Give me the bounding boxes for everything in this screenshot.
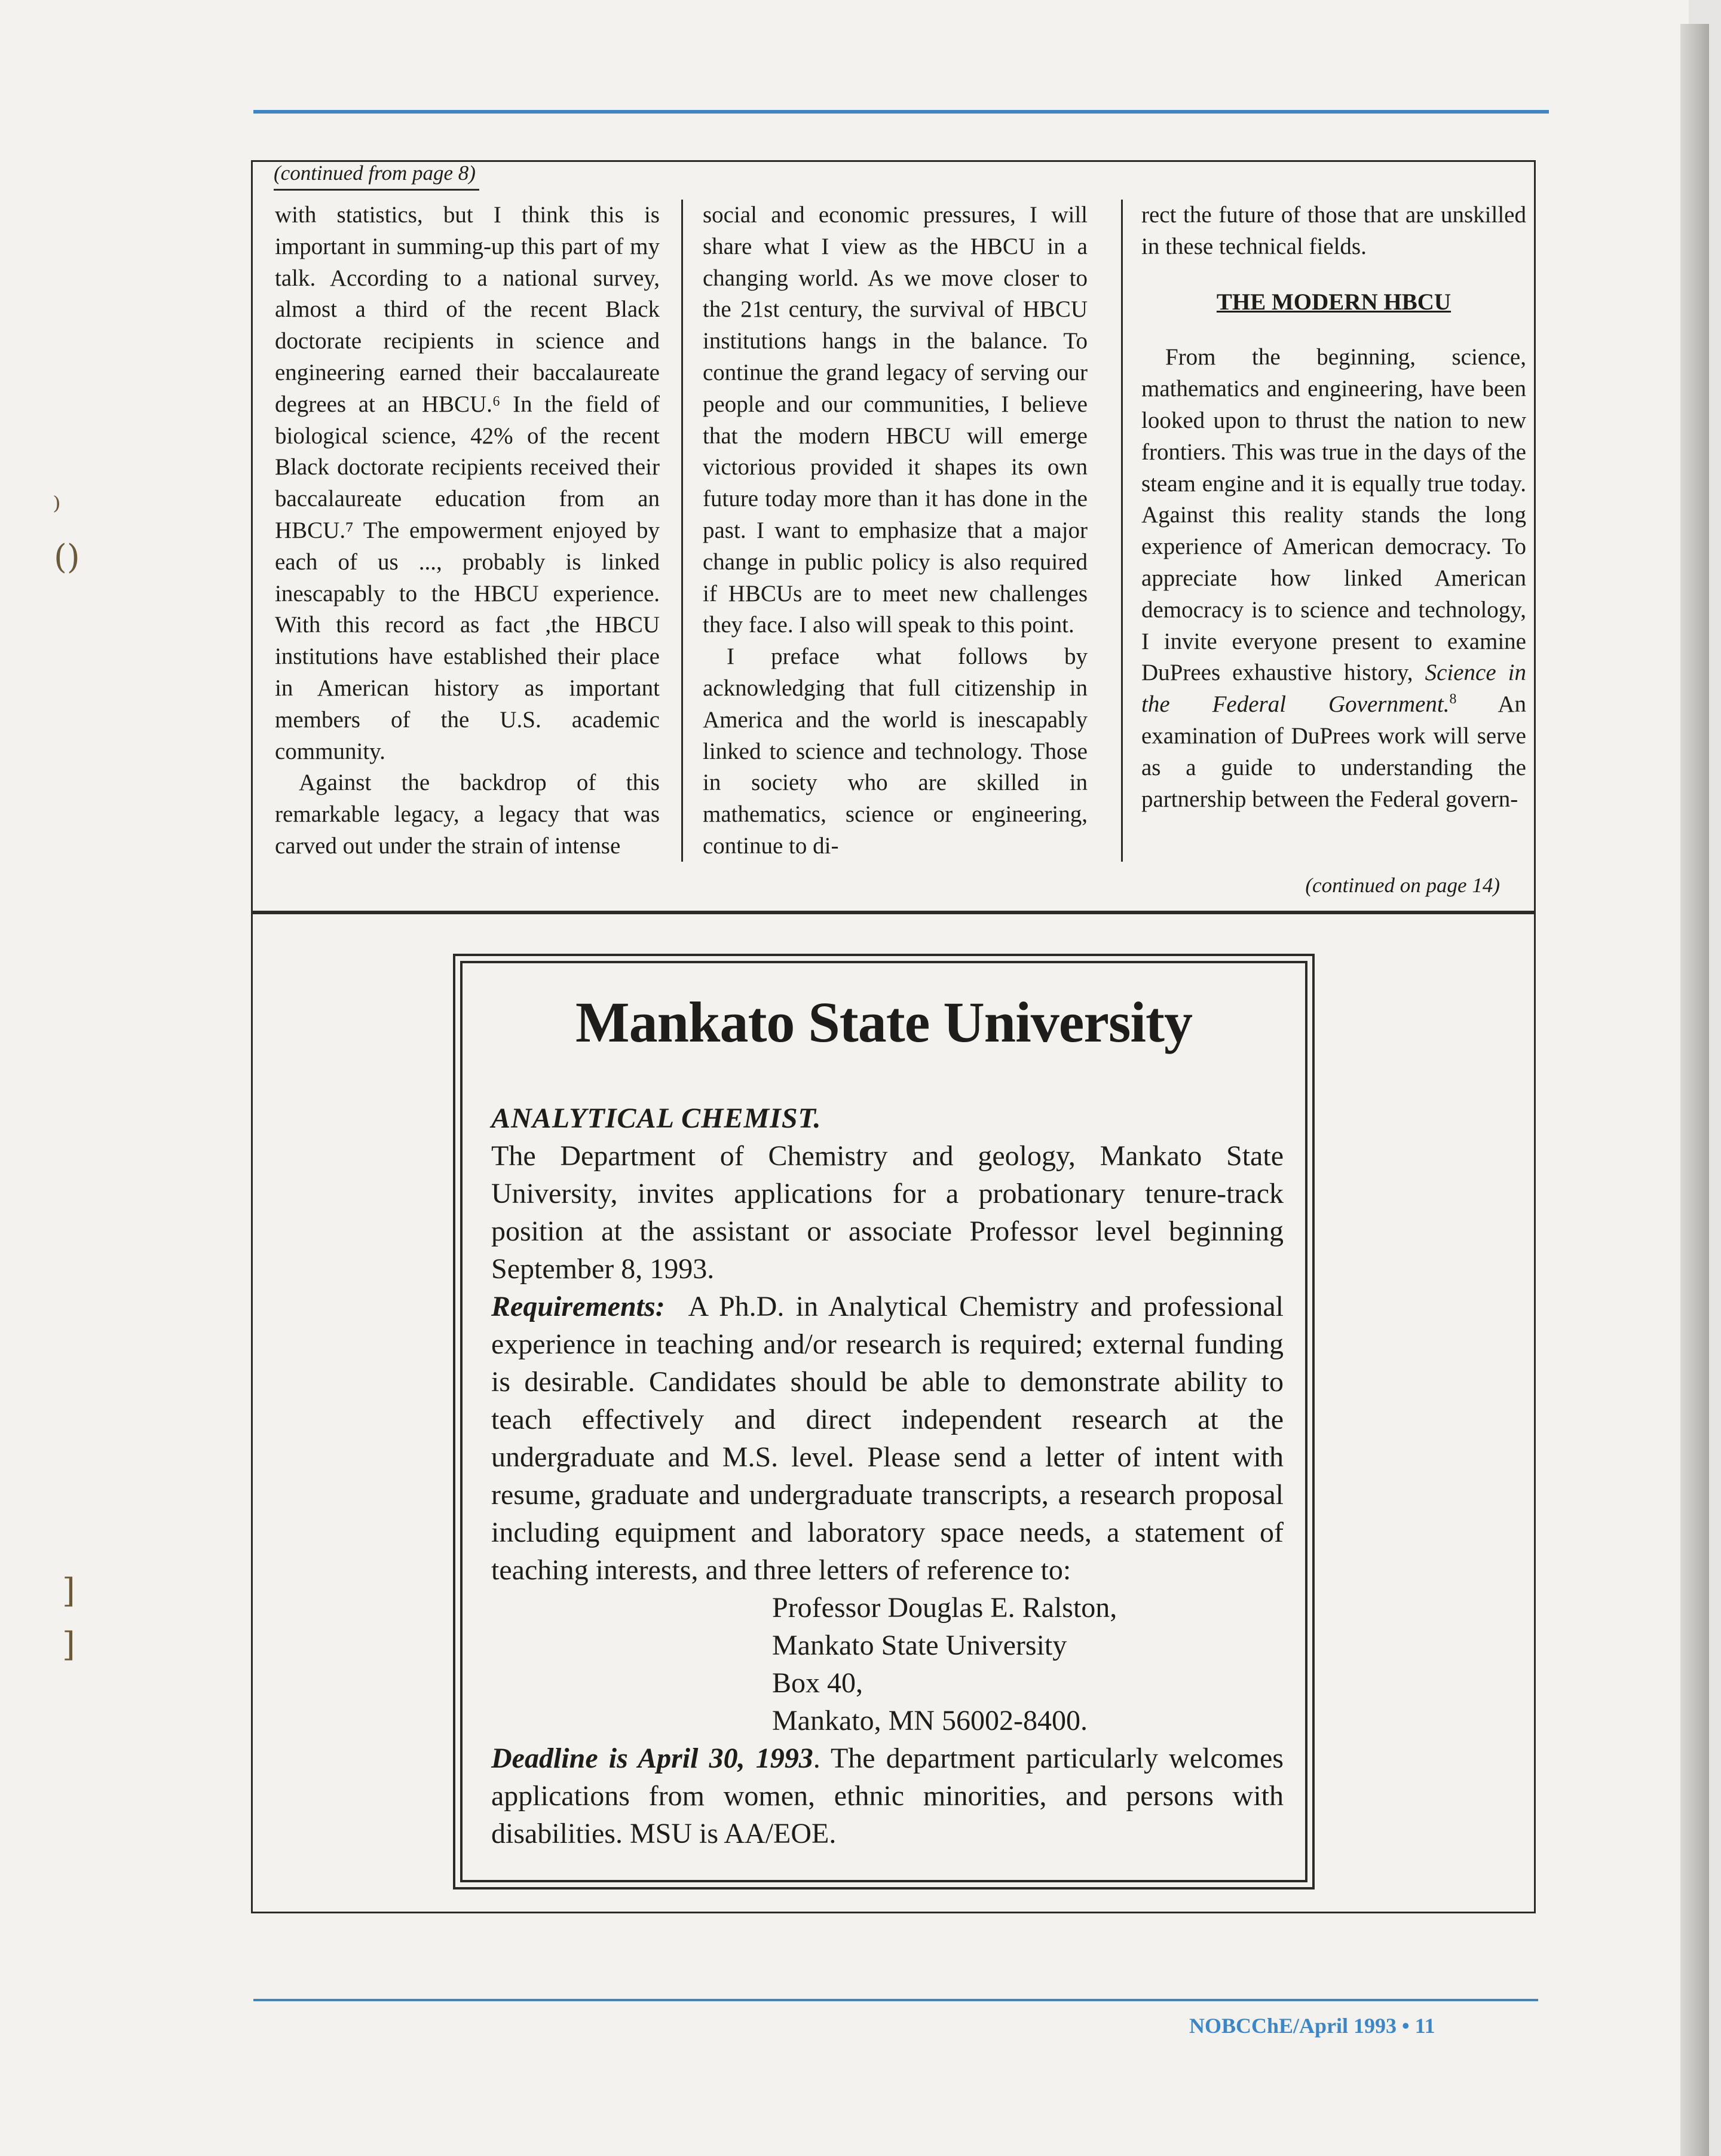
column-2-paragraph: social and economic pressures, I will share what I view as the HBCU in a changing world. As we move closer to the 21st century, the survival of HBCU institutions hangs in the balance. To continue the grand legacy of serving our people and our communities, I believe that the modern HBCU will emerge victorious provided it shapes its own future today more than it has done in the past. I want to emphasize that a major change in public policy is also required if HBCUs are to meet new challenges they face. I also will speak to this point. bbox=[703, 202, 1088, 638]
article-column-1 bbox=[275, 200, 660, 862]
bottom-blue-rule bbox=[253, 1999, 1538, 2001]
page-footer: NOBCChE/April 1993 • 11 bbox=[1189, 2014, 1435, 2038]
position-title: ANALYTICAL CHEMIST. bbox=[491, 1102, 822, 1134]
requirements bbox=[491, 1288, 1284, 1589]
requirements-label: Requirements: bbox=[491, 1291, 665, 1322]
column-divider bbox=[1121, 200, 1123, 862]
binding-mark-icon: ] bbox=[62, 1625, 75, 1664]
deadline-paragraph bbox=[491, 1740, 1284, 1852]
binding-mark-icon: () bbox=[54, 538, 80, 577]
column-divider bbox=[681, 200, 683, 862]
ad-intro: The Department of Chemistry and geology, Mankato State University, invites applications for a probationary tenure-track position at the assistant or associate Professor level beginning September 8, 1993. bbox=[491, 1140, 1284, 1285]
footnote-ref: 8 bbox=[1449, 691, 1457, 708]
top-blue-rule bbox=[253, 110, 1549, 114]
address-line: Mankato, MN 56002-8400. bbox=[772, 1705, 1088, 1737]
column-3-text: From the beginning, science, mathematics and engineering, have been looked upon to thrust the nation to new frontiers. This was true in the days of the steam engine and it is equally true today. Against this reality stands the long experience of American democracy. To appreciate how linked American democracy is to science and technology, I invite everyone present to examine DuPrees exhaustive history, bbox=[1141, 344, 1526, 686]
requirements-text: A Ph.D. in Analytical Chemistry and professional experience in teaching and/or research is required; external funding is desirable. Candidates should be able to demonstrate ability to teach effectively and direct independent research at the undergraduate and M.S. level. Please send a letter of intent with resume, graduate and undergraduate transcripts, a research proposal including equipment and laboratory space needs, a statement of teaching interests, and three letters of reference to: bbox=[491, 1291, 1284, 1586]
section-divider bbox=[251, 911, 1536, 914]
ad-body bbox=[491, 1100, 1284, 1852]
address-line: Professor Douglas E. Ralston, bbox=[772, 1592, 1117, 1624]
ad-title: Mankato State University bbox=[575, 990, 1192, 1054]
column-3-paragraph bbox=[1141, 342, 1526, 815]
continued-from-label: (continued from page 8) bbox=[274, 160, 479, 191]
address-line: Mankato State University bbox=[772, 1630, 1067, 1661]
article-column-2 bbox=[703, 200, 1088, 862]
job-advertisement bbox=[453, 954, 1315, 1889]
deadline: Deadline is April 30, 1993 bbox=[491, 1742, 813, 1774]
column-1-paragraph: Against the backdrop of this remarkable legacy, a legacy that was carved out under the strain of intense bbox=[275, 770, 660, 859]
article-column-3 bbox=[1141, 200, 1526, 815]
column-3-text: An examination of DuPrees work will serve as a guide to understanding the partnership between the Federal govern- bbox=[1141, 691, 1526, 812]
binding-mark-icon: ⁾ bbox=[53, 490, 61, 529]
book-title: Science in the Federal Government. bbox=[1141, 660, 1526, 718]
section-heading: THE MODERN HBCU bbox=[1216, 289, 1451, 315]
column-1-paragraph: with statistics, but I think this is important in summing-up this part of my talk. According to a national survey, almost a third of the recent Black doctorate recipients in science and engineering earned their baccalaureate degrees at an HBCU.⁶ In the field of biological science, 42% of the recent Black doctorate recipients received their baccalaureate education from an HBCU.⁷ The empowerment enjoyed by each of us ..., probably is linked inescapably to the HBCU experience. With this record as fact ,the HBCU institutions have established their place in American history as important members of the U.S. academic community. bbox=[275, 202, 660, 764]
binding-mark-icon: ] bbox=[62, 1572, 75, 1610]
ad-inner-border bbox=[460, 961, 1307, 1882]
binding-spine bbox=[1680, 24, 1709, 2156]
closing-text: . The department particularly welcomes applications from women, ethnic minorities, and persons with disabilities. MSU is AA/EOE. bbox=[491, 1742, 1284, 1849]
column-3-paragraph: rect the future of those that are unskilled in these technical fields. bbox=[1141, 202, 1526, 259]
continued-on-label: (continued on page 14) bbox=[1305, 874, 1500, 897]
address-line: Box 40, bbox=[772, 1667, 863, 1699]
column-2-paragraph: I preface what follows by acknowledging that full citizenship in America and the world is inescapably linked to science and technology. Those in society who are skilled in mathematics, science or engineering, continue to di- bbox=[703, 644, 1088, 859]
